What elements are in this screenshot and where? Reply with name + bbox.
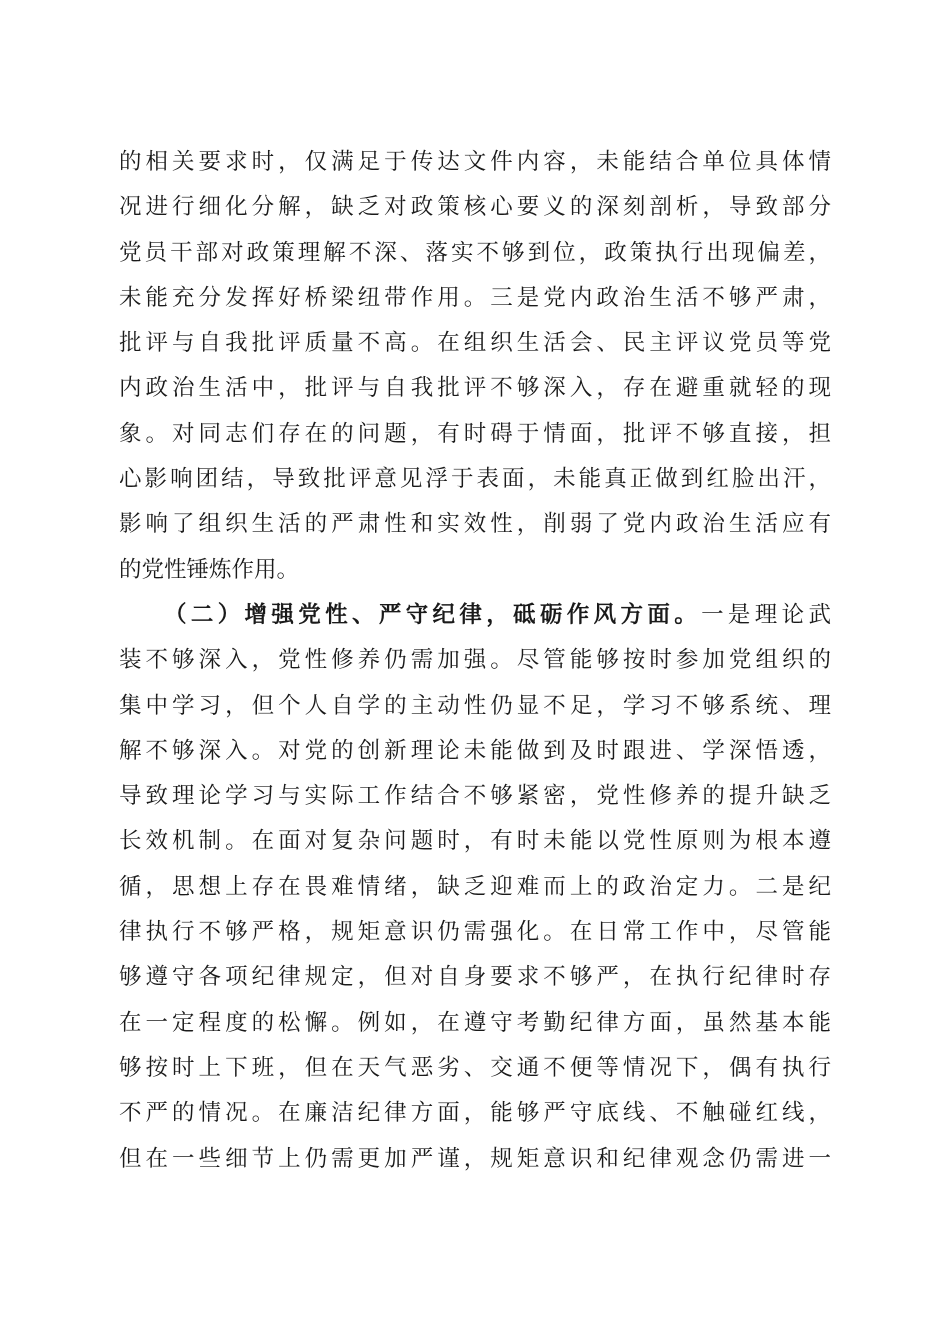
paragraph-2 bbox=[119, 593, 831, 1182]
text-line: 心影响团结，导致批评意见浮于表面，未能真正做到红脸出汗， bbox=[119, 466, 831, 493]
text-line: 循，思想上存在畏难情绪，缺乏迎难而上的政治定力。二是纪 bbox=[119, 873, 831, 900]
text-line: 够遵守各项纪律规定，但对自身要求不够严，在执行纪律时存 bbox=[119, 964, 831, 991]
document-body bbox=[119, 140, 831, 1182]
text-line: 的相关要求时，仅满足于传达文件内容，未能结合单位具体情 bbox=[119, 149, 831, 175]
text-line: 装不够深入，党性修养仍需加强。尽管能够按时参加党组织的 bbox=[119, 647, 831, 674]
text-line: 够按时上下班，但在天气恶劣、交通不便等情况下，偶有执行 bbox=[119, 1054, 831, 1081]
text-line: 况进行细化分解，缺乏对政策核心要义的深刻剖析，导致部分 bbox=[119, 194, 831, 221]
text-line: 的党性锤炼作用。 bbox=[119, 556, 300, 583]
text-line: 影响了组织生活的严肃性和实效性，削弱了党内政治生活应有 bbox=[119, 511, 831, 538]
text-line: 党员干部对政策理解不深、落实不够到位，政策执行出现偏差， bbox=[119, 239, 831, 266]
section-heading: （二）增强党性、严守纪律，砥砺作风方面。 bbox=[164, 601, 702, 628]
text-line: 律执行不够严格，规矩意识仍需强化。在日常工作中，尽管能 bbox=[119, 919, 831, 946]
text-line: 不严的情况。在廉洁纪律方面，能够严守底线、不触碰红线， bbox=[119, 1100, 831, 1127]
text-line: 内政治生活中，批评与自我批评不够深入，存在避重就轻的现 bbox=[119, 375, 831, 402]
text-line: 长效机制。在面对复杂问题时，有时未能以党性原则为根本遵 bbox=[119, 828, 831, 855]
text-line: 象。对同志们存在的问题，有时碍于情面，批评不够直接，担 bbox=[119, 420, 831, 447]
text-line: 批评与自我批评质量不高。在组织生活会、民主评议党员等党 bbox=[119, 330, 831, 357]
text-line: 未能充分发挥好桥梁纽带作用。三是党内政治生活不够严肃， bbox=[119, 284, 831, 311]
text-line: 解不够深入。对党的创新理论未能做到及时跟进、学深悟透， bbox=[119, 737, 831, 764]
text-line: 在一定程度的松懈。例如，在遵守考勤纪律方面，虽然基本能 bbox=[119, 1009, 831, 1036]
text-line: 导致理论学习与实际工作结合不够紧密，党性修养的提升缺乏 bbox=[119, 783, 831, 810]
text-run: 一是理论武 bbox=[701, 601, 831, 628]
text-line: 但在一些细节上仍需更加严谨，规矩意识和纪律观念仍需进一 bbox=[119, 1145, 831, 1172]
text-line bbox=[119, 593, 831, 638]
paragraph-1 bbox=[119, 140, 831, 593]
text-line: 集中学习，但个人自学的主动性仍显不足，学习不够系统、理 bbox=[119, 692, 831, 719]
